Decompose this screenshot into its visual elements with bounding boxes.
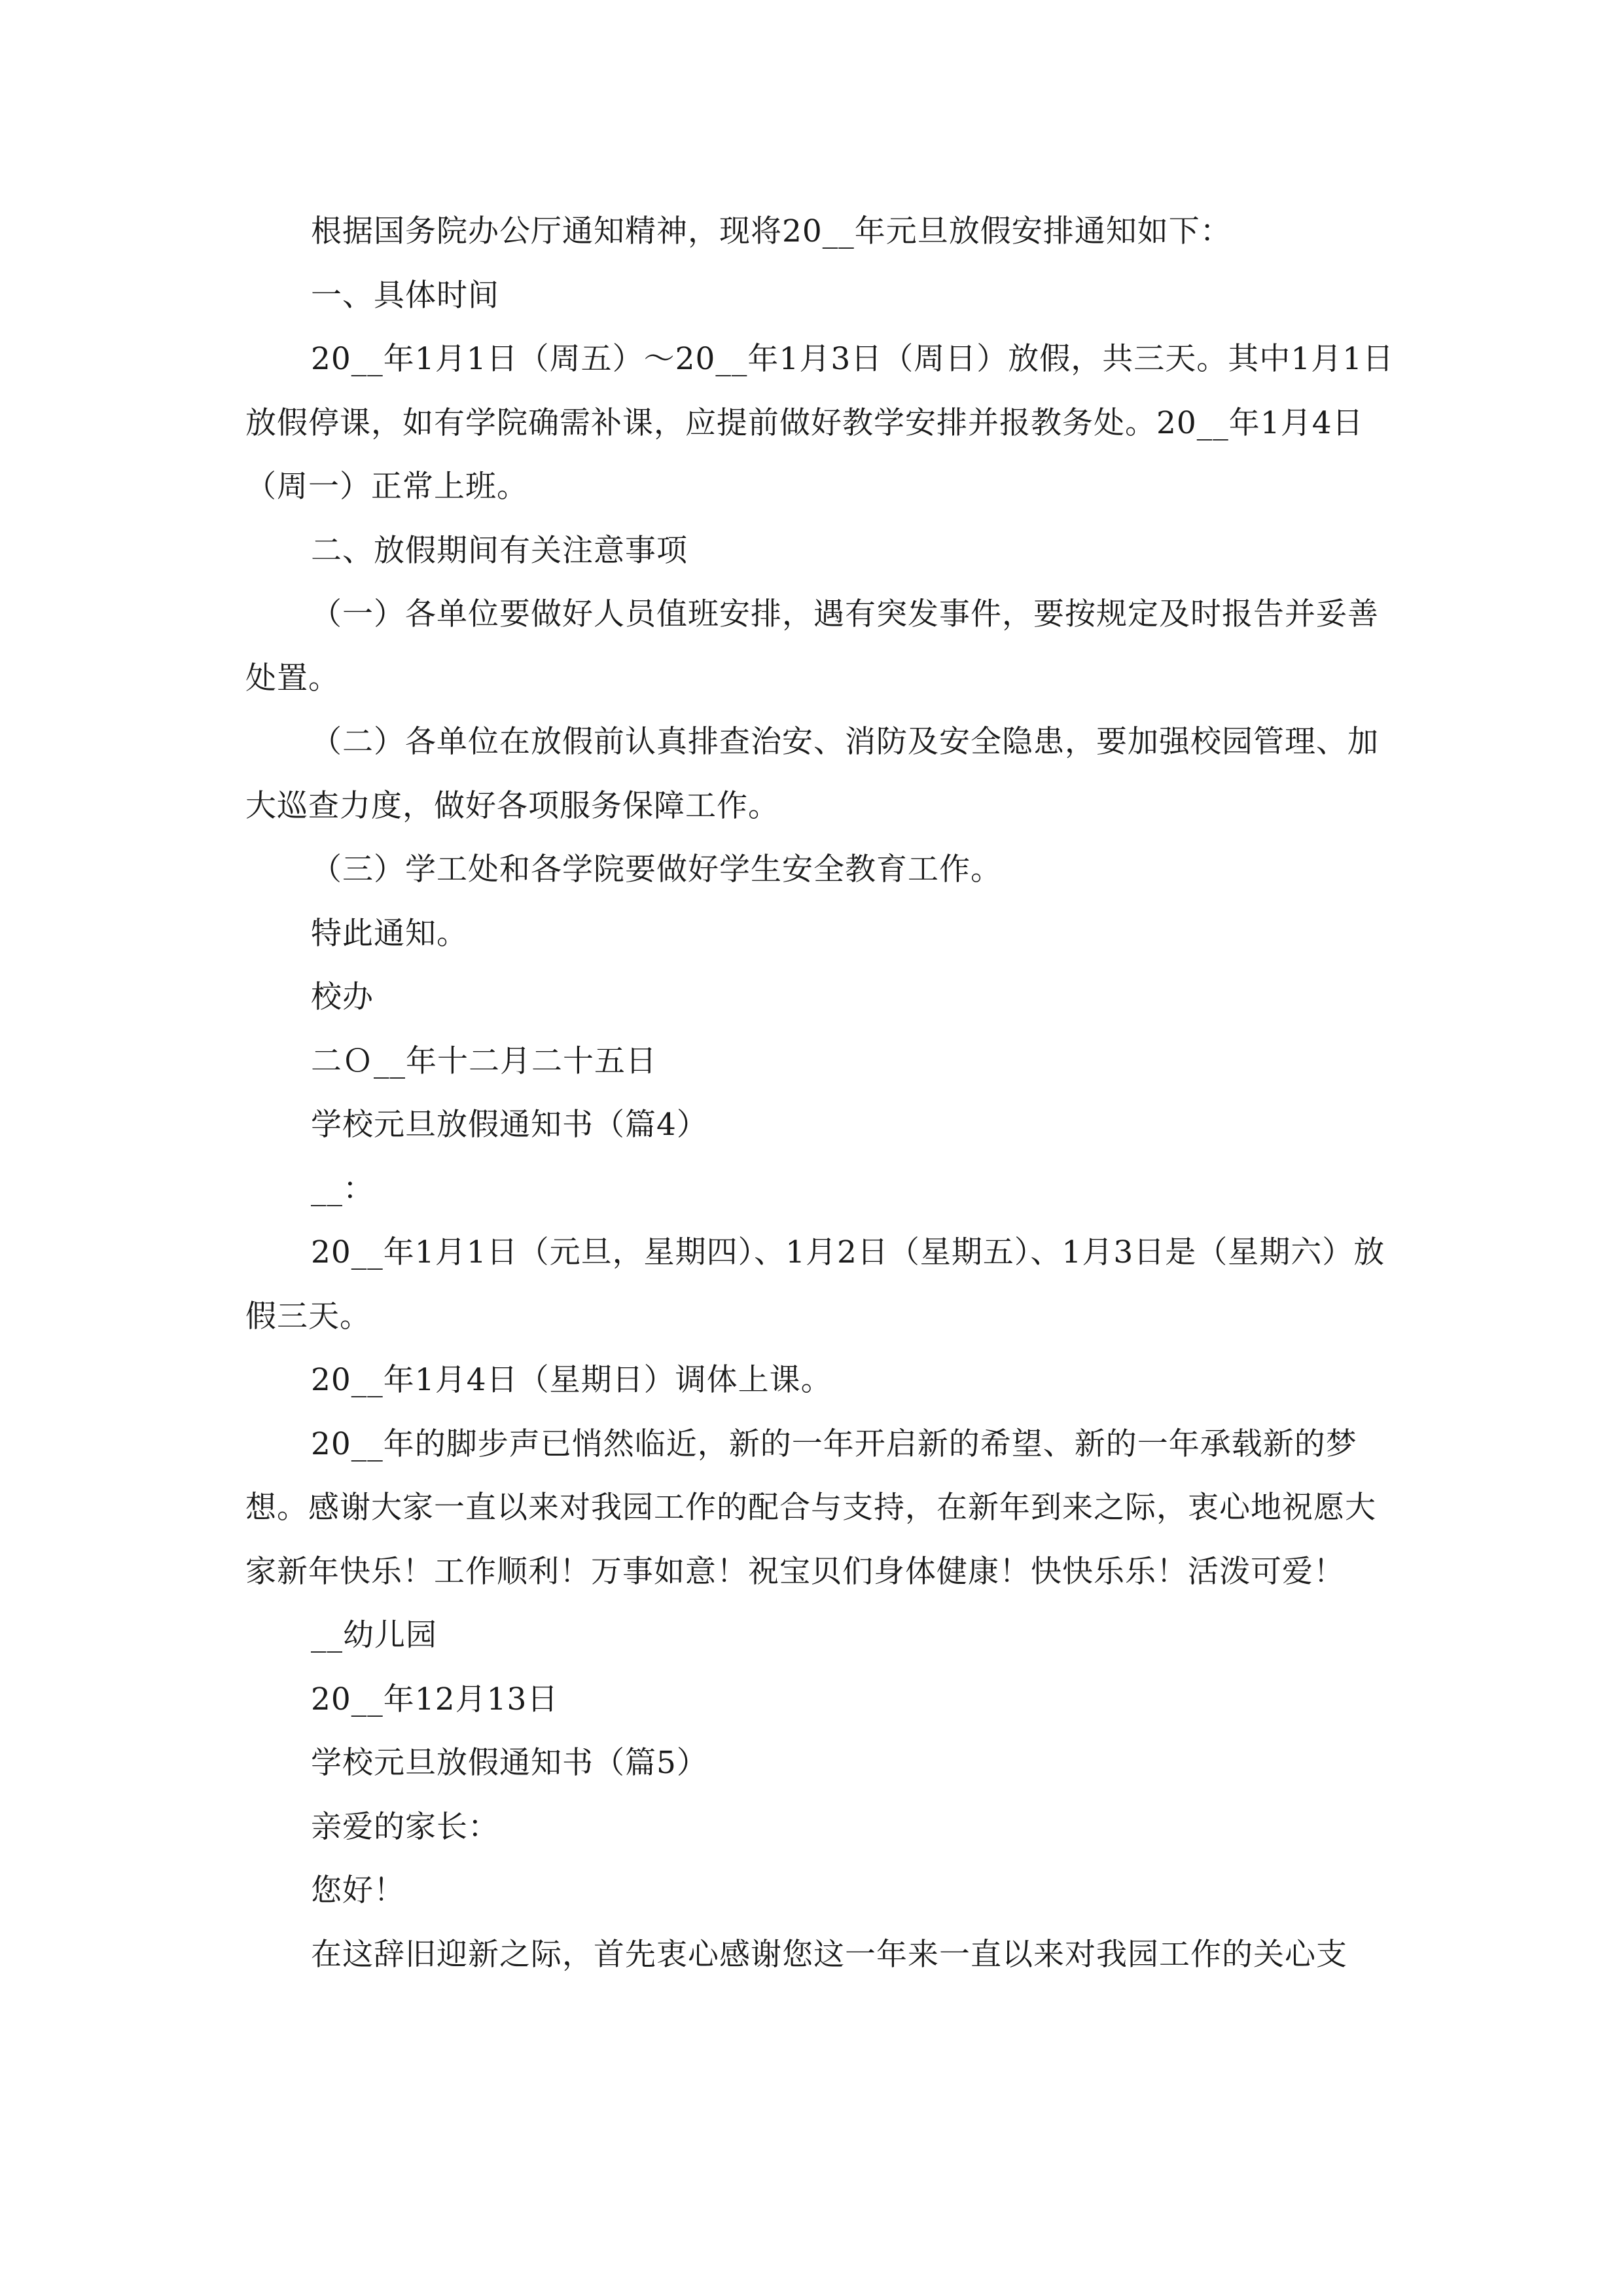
paragraph-schedule: 20__年1月1日（周五）～20__年1月3日（周日）放假，共三天。其中1月1日放假停课，如有学院确需补课，应提前做好教学安排并报教务处。20__年1月4日（周一）正常上班。 [245, 341, 1395, 505]
signature-office: 校办 [311, 979, 374, 1015]
heading-section-2: 二、放假期间有关注意事项 [311, 532, 688, 569]
signature-kindergarten: __幼儿园 [311, 1617, 437, 1653]
paragraph-makeup-class: 20__年1月4日（星期日）调体上课。 [311, 1362, 832, 1398]
paragraph-item-1: （一）各单位要做好人员值班安排，遇有突发事件，要按规定及时报告并妥善处置。 [245, 596, 1379, 696]
greeting-hello: 您好！ [311, 1873, 405, 1909]
paragraph-holiday-dates: 20__年1月1日（元旦，星期四）、1月2日（星期五）、1月3日是（星期六）放假三天。 [245, 1234, 1385, 1335]
signature-date: 二Ｏ__年十二月二十五日 [311, 1043, 657, 1079]
salutation-parents: 亲爱的家长： [311, 1808, 499, 1845]
paragraph-intro: 根据国务院办公厅通知精神，现将20__年元旦放假安排通知如下： [311, 213, 1232, 249]
document-body [245, 200, 1397, 1986]
heading-notice-4: 学校元旦放假通知书（篇4） [311, 1107, 708, 1143]
paragraph-greeting: 20__年的脚步声已悄然临近，新的一年开启新的希望、新的一年承载新的梦想。感谢大家一直以来对我园工作的配合与支持，在新年到来之际，衷心地祝愿大家新年快乐！工作顺利！万事如意！祝宝贝们身体健康！快快乐乐！活泼可爱！ [245, 1426, 1376, 1590]
paragraph-item-3: （三）学工处和各学院要做好学生安全教育工作。 [311, 852, 1002, 888]
paragraph-closing: 特此通知。 [311, 915, 468, 952]
paragraph-item-2: （二）各单位在放假前认真排查治安、消防及安全隐患，要加强校园管理、加大巡查力度，做好各项服务保障工作。 [245, 724, 1379, 824]
paragraph-thanks: 在这辞旧迎新之际，首先衷心感谢您这一年来一直以来对我园工作的关心支 [311, 1936, 1347, 1973]
salutation-blank: __： [311, 1170, 374, 1207]
signature-kindergarten-date: 20__年12月13日 [311, 1681, 559, 1717]
heading-section-1: 一、具体时间 [311, 277, 499, 314]
heading-notice-5: 学校元旦放假通知书（篇5） [311, 1745, 708, 1781]
